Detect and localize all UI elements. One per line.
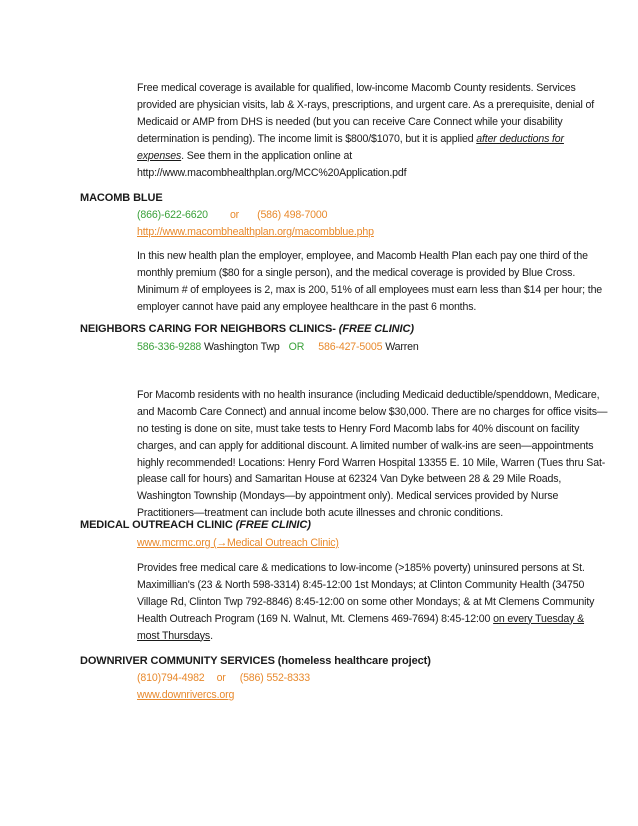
macomb-blue-link[interactable]: http://www.macombhealthplan.org/macombblue.php — [137, 225, 374, 238]
downriver-link[interactable]: www.downrivercs.org — [137, 688, 235, 701]
macomb-blue-description: In this new health plan the employer, employee, and Macomb Health Plan each pay one third of the monthly premium ($80 for a single person), and the medical coverage is provided by Blue Cross. Minimum # of employees is 2, max is 200, 51% of all employees must earn less than $14 per hour; the employer cannot have paid any employee healthcare in the past 6 months. — [137, 249, 603, 313]
macomb-blue-phone-2[interactable]: (586) 498-7000 — [257, 209, 328, 221]
outreach-section — [137, 535, 609, 644]
outreach-link-row — [137, 535, 609, 552]
neighbors-phone-2[interactable]: 586-427-5005 — [318, 341, 383, 353]
neighbors-heading-paren: (FREE CLINIC) — [335, 323, 414, 335]
downriver-link-row — [137, 687, 609, 704]
outreach-heading-paren: (FREE CLINIC) — [232, 519, 311, 531]
neighbors-heading-text: NEIGHBORS CARING FOR NEIGHBORS CLINICS- — [80, 323, 336, 335]
downriver-section — [137, 670, 609, 704]
macomb-blue-link-row — [137, 224, 609, 241]
intro-url: http://www.macombhealthplan.org/MCC%20Application.pdf — [137, 166, 407, 179]
outreach-text-end: . — [210, 629, 213, 642]
macomb-blue-or: or — [229, 209, 240, 221]
downriver-phone-2[interactable]: (586) 552-8333 — [239, 672, 311, 684]
downriver-or: or — [216, 672, 226, 684]
neighbors-heading — [80, 321, 414, 338]
outreach-heading-text: MEDICAL OUTREACH CLINIC — [80, 519, 233, 531]
outreach-description — [137, 560, 609, 645]
intro-emphasis: after deductions for expenses — [137, 132, 564, 162]
outreach-text: Provides free medical care & medications to low-income (>185% poverty) uninsured persons at St. Maximillian's (23 & North 598-3314) 8:45-12:00 1st Mondays; at Clinton Community Health (34750 Village Rd, Clinton Twp 792-8846) 8:45-12:00 on some other Mondays; & at Mt Clemens Community Health Outreach Program (169 N. Walnut, Mt. Clemens 469-7694) 8:45-12:00 — [137, 561, 595, 625]
intro-section — [137, 80, 609, 181]
macomb-blue-section — [137, 207, 609, 315]
neighbors-section — [137, 339, 609, 522]
neighbors-or: OR — [288, 341, 305, 353]
outreach-text-underlined: on every Tuesday & most Thursdays — [137, 612, 585, 642]
downriver-phones — [137, 670, 609, 687]
neighbors-description: For Macomb residents with no health insurance (including Medicaid deductible/spenddown, Medicare, and Macomb Care Connect) and annual income below $30,000. There are no charges for office visits—no testing is done on site, must take tests to Henry Ford Macomb labs for 40% discount on facility charges, and can apply for additional discount. A limited number of walk-ins are seen—appointments highly recommended! Locations: Henry Ford Warren Hospital 13355 E. 10 Mile, Warren (Tues thru Sat-please call for hours) and Samaritan House at 62324 Van Dyke between 28 & 29 Mile Roads, Washington Township (Mondays—by appointment only). Medical services provided by Nurse Practitioners—treatment can include both acute illnesses and chronic conditions. — [137, 388, 608, 520]
neighbors-location-1: Washington Twp — [201, 341, 280, 353]
macomb-blue-phones — [137, 207, 609, 224]
outreach-heading — [80, 517, 311, 534]
neighbors-phones — [137, 339, 609, 356]
macomb-blue-heading: MACOMB BLUE — [80, 192, 163, 204]
neighbors-phone-1[interactable]: 586-336-9288 — [137, 341, 202, 353]
macomb-blue-phone-1[interactable]: (866)-622-6620 — [137, 209, 208, 221]
intro-paragraph — [137, 80, 609, 181]
downriver-heading: DOWNRIVER COMMUNITY SERVICES (homeless healthcare project) — [80, 655, 431, 667]
intro-text-end: . See them in the application online at — [181, 149, 352, 162]
downriver-phone-1[interactable]: (810)794-4982 — [137, 672, 205, 684]
intro-text: Free medical coverage is available for qualified, low-income Macomb County residents. Services provided are physician visits, lab & X-rays, prescriptions, and urgent care. As a prerequisite, denial of Medicaid or AMP from DHS is needed (but you can receive Care Connect while your disability determination is pending). The income limit is $800/$1070, but it is applied — [137, 82, 595, 145]
outreach-link[interactable]: www.mcrmc.org (→Medical Outreach Clinic) — [137, 537, 339, 549]
neighbors-location-2: Warren — [382, 341, 419, 353]
